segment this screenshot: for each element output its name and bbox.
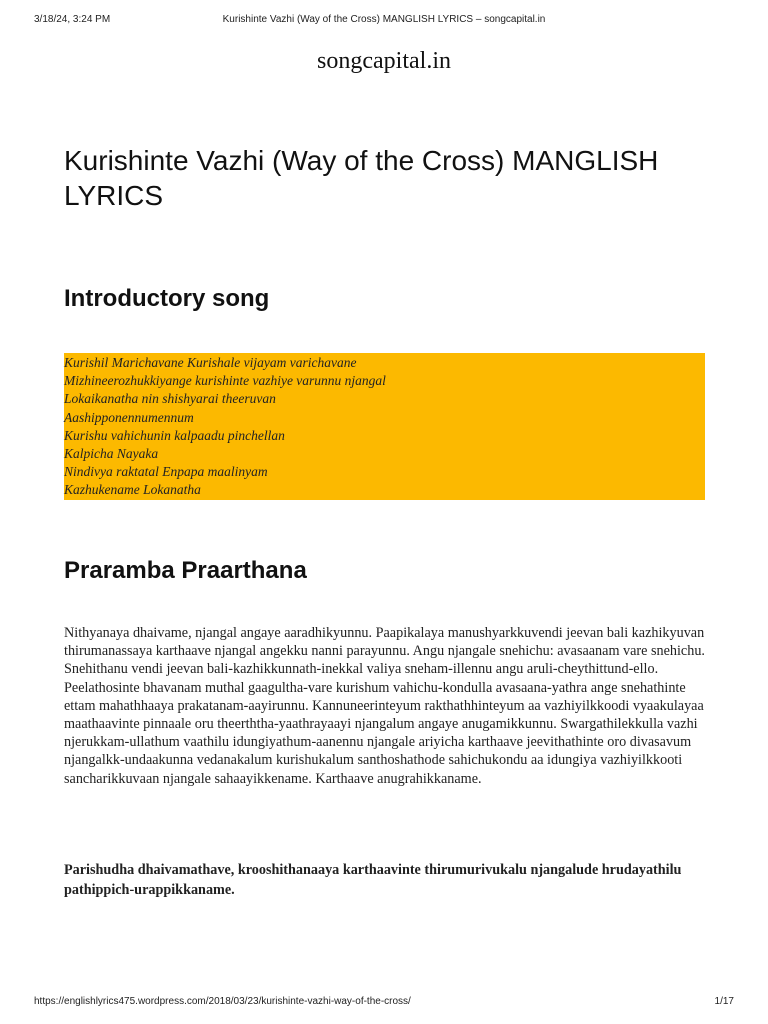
lyric-line: Mizhineerozhukkiyange kurishinte vazhiye varunnu njangal [64,373,386,389]
lyric-line: Kazhukename Lokanatha [64,482,201,498]
lyric-line: Lokaikanatha nin shishyarai theeruvan [64,391,276,407]
lyric-line: Aashipponennumennum [64,409,194,425]
print-footer [34,996,734,1007]
lyric-line: Kurishil Marichavane Kurishale vijayam varichavane [64,355,357,370]
site-name[interactable]: songcapital.in [317,48,451,74]
lyric-line: Kalpicha Nayaka [64,446,159,462]
prayer-bold-paragraph: Parishudha dhaivamathave, krooshithanaaya karthaavinte thirumurivukalu njangalude hrudayathilu pathippich-urappikkaname. [64,862,682,898]
page-number: 1/17 [714,996,734,1007]
prayer-paragraph: Nithyanaya dhaivame, njangal angaye aaradhikyunnu. Paapikalaya manushyarkkuvendi jeevan bali kazhikyuvan thirumanassaya karthaave njangal angekku nanni parayunnu. Angu njangale snehichu: avasaanam vare snehichu. Snehithanu vendi jeevan bali-kazhikkunnath-inekkal valiya sneham-illennu angu aruli-cheythittund-ello. Peelathosinte bhavanam muthal gaagultha-vare kurishum vahichu-kondulla avasaana-yathra ange snehathinte ettam mahathhaaya prakatanam-aayirunnu. Kannuneerinteyum rakthathhinteyum aa vazhiyilkkoodi vyaakulayaa maathaavinte pinnaale oru theerththa-yaathrayaayi njangalum angaye anugamikkunnu. Swargathilekkulla vazhi njerukkam-ullathum vaathilu idungiyathum-aanennu njangale ariyicha karthaave jeevithathinte oro divasavum njangalkk-undaakunna vedanakalum kurishukalum santhoshathode sahichukondu aa idungiya vazhiyilkkooti sancharikkuvaan njangale sahaayikkename. Karthaave anugrahikkaname. [64,625,705,787]
introductory-song-heading: Introductory song [64,285,270,312]
print-page-title: Kurishinte Vazhi (Way of the Cross) MANGLISH LYRICS – songcapital.in [222,14,546,25]
lyrics-highlight-box [64,353,705,500]
print-header [34,14,734,25]
print-datetime: 3/18/24, 3:24 PM [34,14,111,25]
page-title: Kurishinte Vazhi (Way of the Cross) MANGLISH LYRICS [64,145,659,211]
lyric-line: Kurishu vahichunin kalpaadu pinchellan [64,427,285,443]
praramba-praarthana-heading: Praramba Praarthana [64,557,307,584]
lyric-line: Nindivya raktatal Enpapa maalinyam [64,464,268,480]
print-url[interactable]: https://englishlyrics475.wordpress.com/2018/03/23/kurishinte-vazhi-way-of-the-cross/ [34,996,411,1007]
